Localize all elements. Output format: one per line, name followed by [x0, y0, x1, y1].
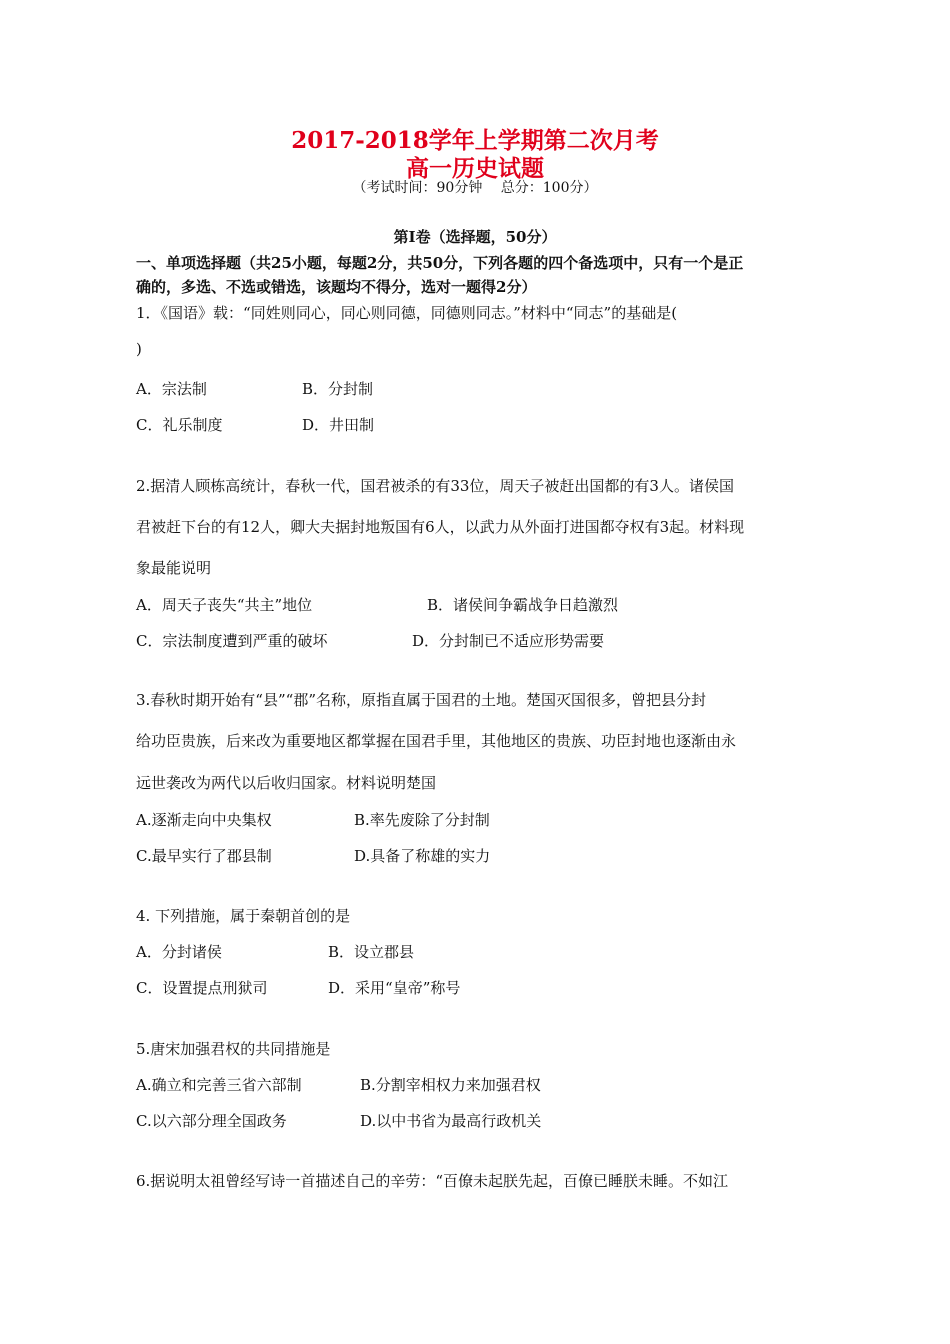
q3-option-a[interactable]: A.逐渐走向中央集权 [136, 811, 272, 829]
q1-option-b[interactable]: B．分封制 [302, 380, 374, 398]
q2-option-d[interactable]: D．分封制已不适应形势需要 [412, 632, 605, 650]
q5-option-c[interactable]: C.以六部分理全国政务 [136, 1112, 287, 1130]
q2-option-b[interactable]: B．诸侯间争霸战争日趋激烈 [427, 596, 619, 614]
section-instruction-cont: 确的，多选、不选或错选，该题均不得分，选对一题得2分） [136, 278, 537, 296]
q5-option-d[interactable]: D.以中书省为最高行政机关 [360, 1112, 542, 1130]
q4-option-b[interactable]: B．设立郡县 [328, 943, 415, 961]
question-2-text: 2.据清人顾栋高统计，春秋一代，国君被杀的有33位，周天子被赶出国都的有3人。诸侯国 [136, 477, 734, 495]
q5-option-b[interactable]: B.分割宰相权力来加强君权 [360, 1076, 541, 1094]
q2-option-c[interactable]: C．宗法制度遭到严重的破坏 [136, 632, 328, 650]
question-4-text: 4. 下列措施，属于秦朝首创的是 [136, 907, 351, 925]
question-1-text-cont: ) [136, 340, 142, 358]
question-6-text: 6.据说明太祖曾经写诗一首描述自己的辛劳：“百僚未起朕先起，百僚已睡朕未睡。不如江 [136, 1172, 728, 1190]
question-3-text-cont: 给功臣贵族，后来改为重要地区都掌握在国君手里，其他地区的贵族、功臣封地也逐渐由永 [136, 732, 737, 750]
q3-option-b[interactable]: B.率先废除了分封制 [354, 811, 490, 829]
q2-option-a[interactable]: A．周天子丧失“共主”地位 [136, 596, 313, 614]
q1-option-d[interactable]: D．井田制 [302, 416, 375, 434]
q1-option-a[interactable]: A．宗法制 [136, 380, 207, 398]
q5-option-a[interactable]: A.确立和完善三省六部制 [136, 1076, 302, 1094]
exam-subtitle: 高一历史试题 [406, 155, 544, 182]
part-heading: 第Ⅰ卷（选择题，50分） [393, 228, 557, 246]
q3-option-c[interactable]: C.最早实行了郡县制 [136, 847, 272, 865]
question-1-text: 1．《国语》载：“同姓则同心，同心则同德，同德则同志。”材料中“同志”的基础是( [136, 304, 678, 322]
q1-option-c[interactable]: C．礼乐制度 [136, 416, 223, 434]
question-3-text: 3.春秋时期开始有“县”“郡”名称，原指直属于国君的土地。楚国灭国很多，曾把县分封 [136, 691, 706, 709]
question-2-text-cont: 君被赶下台的有12人，卿大夫据封地叛国有6人，以武力从外面打进国都夺权有3起。材料现 [136, 518, 745, 536]
section-instruction: 一、单项选择题（共25小题，每题2分，共50分，下列各题的四个备选项中，只有一个是正 [136, 254, 744, 272]
exam-info: （考试时间：90分钟 总分：100分） [352, 180, 598, 196]
q4-option-c[interactable]: C．设置提点刑狱司 [136, 979, 268, 997]
question-5-text: 5.唐宋加强君权的共同措施是 [136, 1040, 331, 1058]
exam-title: 2017-2018学年上学期第二次月考 [291, 127, 659, 154]
question-2-text-cont2: 象最能说明 [136, 559, 212, 577]
q4-option-d[interactable]: D．采用“皇帝”称号 [328, 979, 461, 997]
q4-option-a[interactable]: A．分封诸侯 [136, 943, 222, 961]
question-3-text-cont2: 远世袭改为两代以后收归国家。材料说明楚国 [136, 774, 437, 792]
q3-option-d[interactable]: D.具备了称雄的实力 [354, 847, 491, 865]
